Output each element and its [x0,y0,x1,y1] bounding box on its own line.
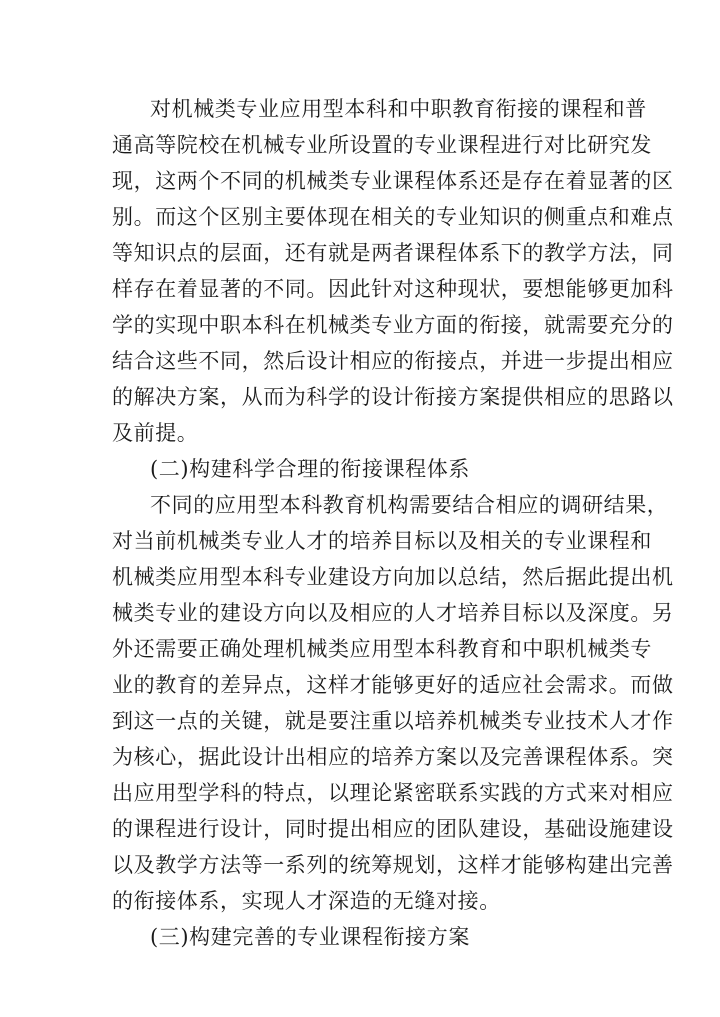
paragraph-2-line-11: 以及教学方法等一系列的统筹规划，这样才能够构建出完善 [112,853,674,877]
paragraph-1-line-8: 结合这些不同，然后设计相应的衔接点，并进一步提出相应 [112,349,674,373]
paragraph-1-line-5: 等知识点的层面，还有就是两者课程体系下的教学方法，同 [112,241,674,265]
paragraph-2-line-7: 到这一点的关键，就是要注重以培养机械类专业技术人才作 [112,709,674,733]
paragraph-2-line-5: 外还需要正确处理机械类应用型本科教育和中职机械类专 [112,637,652,661]
paragraph-1-line-9: 的解决方案，从而为科学的设计衔接方案提供相应的思路以 [112,385,674,409]
paragraph-1-line-1: 对机械类专业应用型本科和中职教育衔接的课程和普 [150,97,647,121]
paragraph-2-line-8: 为核心，据此设计出相应的培养方案以及完善课程体系。突 [112,745,674,769]
paragraph-1-line-2: 通高等院校在机械专业所设置的专业课程进行对比研究发 [112,133,652,157]
section-heading-2: (二)构建科学合理的衔接课程体系 [150,457,470,481]
paragraph-1-line-7: 学的实现中职本科在机械类专业方面的衔接，就需要充分的 [112,313,674,337]
paragraph-2-line-2: 对当前机械类专业人才的培养目标以及相关的专业课程和 [112,529,652,553]
paragraph-2-line-4: 械类专业的建设方向以及相应的人才培养目标以及深度。另 [112,601,674,625]
paragraph-1-line-6: 样存在着显著的不同。因此针对这种现状，要想能够更加科 [112,277,674,301]
section-heading-3: (三)构建完善的专业课程衔接方案 [150,925,470,949]
paragraph-2-line-6: 业的教育的差异点，这样才能够更好的适应社会需求。而做 [112,673,674,697]
paragraph-2-line-12: 的衔接体系，实现人才深造的无缝对接。 [112,889,501,913]
paragraph-1-line-3: 现，这两个不同的机械类专业课程体系还是存在着显著的区 [112,169,674,193]
paragraph-2-line-10: 的课程进行设计，同时提出相应的团队建设，基础设施建设 [112,817,674,841]
paragraph-2-line-1: 不同的应用型本科教育机构需要结合相应的调研结果， [150,493,669,517]
paragraph-1-line-10: 及前提。 [112,421,199,445]
paragraph-1-line-4: 别。而这个区别主要体现在相关的专业知识的侧重点和难点 [112,205,674,229]
paragraph-2-line-3: 机械类应用型本科专业建设方向加以总结，然后据此提出机 [112,565,674,589]
paragraph-2-line-9: 出应用型学科的特点，以理论紧密联系实践的方式来对相应 [112,781,674,805]
